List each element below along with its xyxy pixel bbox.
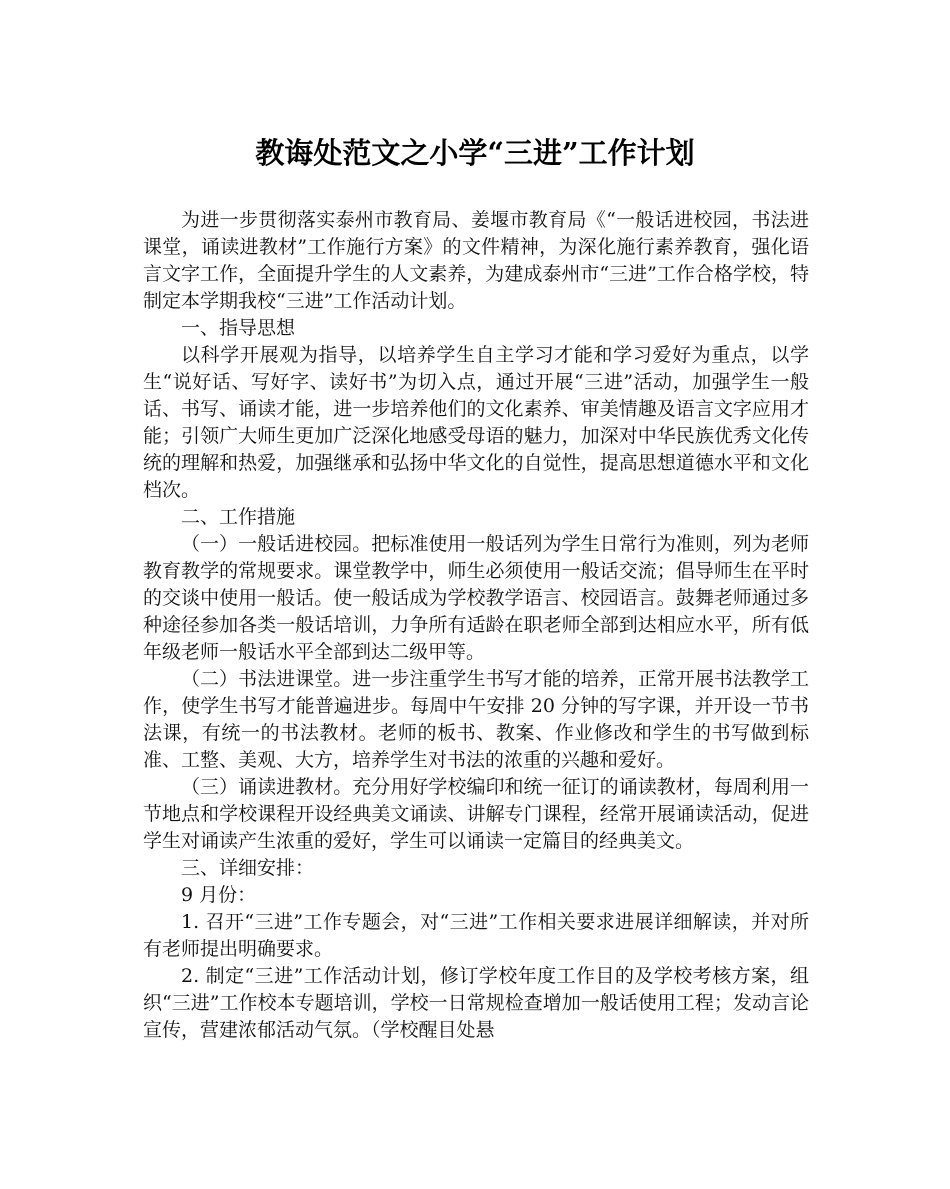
paragraph-measure-mandarin: （一）一般话进校园。把标准使用一般话列为学生日常行为准则，列为老师教育教学的常规要求。课堂教学中，师生必须使用一般话交流；倡导师生在平时的交谈中使用一般话。使一般话成为学校教学语言、校园语言。鼓舞老师通过多种途径参加各类一般话培训，力争所有适龄在职老师全部到达相应水平，所有低年级老师一般话水平全部到达二级甲等。 bbox=[143, 533, 809, 663]
document-body bbox=[143, 207, 809, 1044]
paragraph-measure-recitation: （三）诵读进教材。充分用好学校编印和统一征订的诵读教材，每周利用一节地点和学校课程开设经典美文诵读、讲解专门课程，经常开展诵读活动，促进学生对诵读产生浓重的爱好，学生可以诵读一定篇目的经典美文。 bbox=[143, 776, 809, 852]
month-heading-september: 9 月份： bbox=[181, 884, 257, 906]
paragraph-guiding-ideology: 以科学开展观为指导，以培养学生自主学习才能和学习爱好为重点，以学生“说好话、写好字、读好书”为切入点，通过开展“三进”活动，加强学生一般话、书写、诵读才能，进一步培养他们的文化素养、审美情趣及语言文字应用才能；引领广大师生更加广泛深化地感受母语的魅力，加深对中华民族优秀文化传统的理解和热爱，加强继承和弘扬中华文化的自觉性，提高思想道德水平和文化档次。 bbox=[143, 344, 809, 501]
list-item-1: 1. 召开“三进”工作专题会，对“三进”工作相关要求进展详细解读，并对所有老师提出明确要求。 bbox=[143, 911, 809, 960]
paragraph-intro: 为进一步贯彻落实泰州市教育局、姜堰市教育局《“一般话进校园，书法进课堂，诵读进教材”工作施行方案》的文件精神，为深化施行素养教育，强化语言文字工作，全面提升学生的人文素养，为建成泰州市“三进”工作合格学校，特制定本学期我校“三进”工作活动计划。 bbox=[143, 209, 809, 312]
paragraph-measure-calligraphy: （二）书法进课堂。进一步注重学生书写才能的培养，正常开展书法教学工作，使学生书写才能普遍进步。每周中午安排 20 分钟的写字课，并开设一节书法课，有统一的书法教材。老师的板书、教案、作业修改和学生的书写做到标准、工整、美观、大方，培养学生对书法的浓重的兴趣和爱好。 bbox=[143, 668, 809, 771]
list-item-2: 2. 制定“三进”工作活动计划，修订学校年度工作目的及学校考核方案，组织“三进”工作校本专题培训，学校一日常规检查增加一般话使用工程；发动言论宣传，营建浓郁活动气氛。（学校醒目处悬 bbox=[143, 965, 809, 1041]
section-heading-arrangement: 三、详细安排： bbox=[181, 857, 315, 879]
section-heading-guiding-ideology: 一、指导思想 bbox=[181, 317, 296, 339]
section-heading-measures: 二、工作措施 bbox=[181, 506, 296, 528]
document-title: 教诲处范文之小学“三进”工作计划 bbox=[255, 136, 695, 170]
